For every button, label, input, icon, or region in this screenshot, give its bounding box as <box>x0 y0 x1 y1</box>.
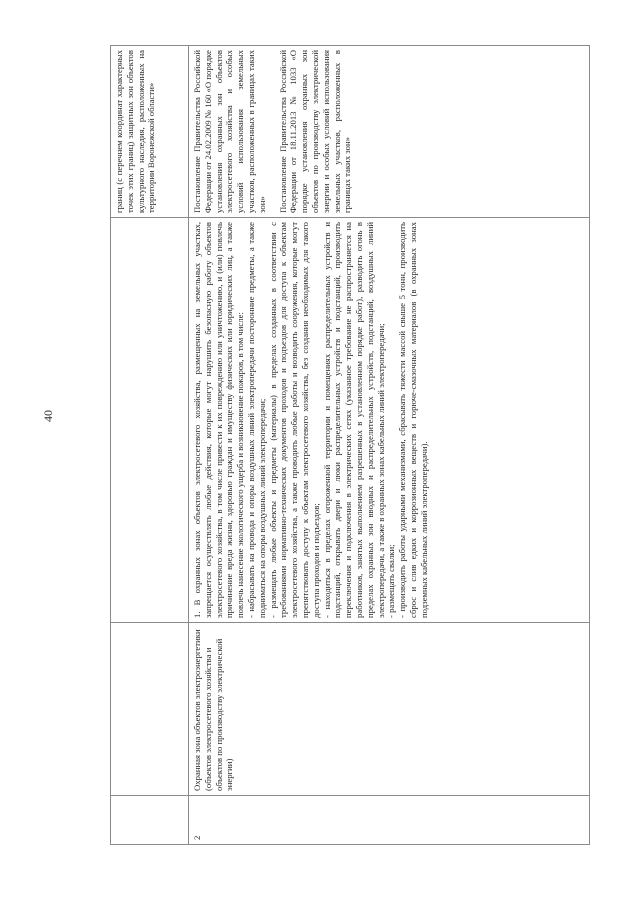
restrictions-cell <box>111 218 189 623</box>
row-number-cell <box>189 796 590 845</box>
zone-name: Охранная зона объектов электроэнергетики (объектов электросетевого хозяйства и объектов по производству электрической энергии) <box>192 629 235 791</box>
documents-text: границ (с перечнем координат характерных точек этих границ) защитных зон объектов культурного наследия, расположенных на территории Воронежской области» <box>114 50 157 213</box>
rotated-table-stage <box>110 45 590 845</box>
documents-cell <box>111 46 189 218</box>
zones-table <box>110 45 590 845</box>
table-row <box>189 46 590 845</box>
regulation-entry: Постановление Правительства Российской Федерации от 24.02.2009 № 160 «О порядке установления охранных зон объектов электросетевого хозяйства и особых условий использования земельных участков, расположенных в границах таких зон» <box>192 50 267 213</box>
restriction-paragraph: - находиться в пределах огороженной территории и помещениях распределительных устройств и подстанций, открывать двери и люки распределительных устройств и подстанций, производить переключения и подключения в электрических сетях (указанное требование не распространяется на работников, занятых выполнением разрешенных в установленном порядке работ), разводить огонь в пределах охранных зон вводных и распределительных устройств, подстанций, воздушных линий электропередачи, а также в охранных зонах кабельных линий электропередачи; <box>321 222 386 618</box>
page-number: 40 <box>41 410 55 422</box>
zone-name-cell <box>189 623 590 796</box>
row-number-cell <box>111 796 189 845</box>
restrictions-cell <box>189 218 590 623</box>
row-number: 2 <box>192 835 202 840</box>
documents-cell <box>189 46 590 218</box>
restriction-paragraph: 1. В охранных зонах объектов электросетевого хозяйства, размещенных на земельных участках, запрещается осуществлять любые действия, которые могут нарушить безопасную работу объектов электросетевого хозяйства, в том числе привести к их повреждению или уничтожению, и (или) повлечь причинение вреда жизни, здоровью граждан и имуществу физических или юридических лиц, а также повлечь нанесение экологического ущерба и возникновение пожаров, в том числе: <box>192 222 246 618</box>
restriction-paragraph: - размещать любые объекты и предметы (материалы) в пределах созданных в соответствии с требованиями нормативно-технических документов проходов и подъездов для доступа к объектам электросетевого хозяйства, а также проводить любые работы и возводить сооружения, которые могут препятствовать доступу к объектам электросетевого хозяйства, без создания необходимых для такого доступа проходов и подъездов; <box>267 222 321 618</box>
restriction-paragraph: - производить работы ударными механизмами, сбрасывать тяжести массой свыше 5 тонн, производить сброс и слив едких и коррозионных веществ и горюче-смазочных материалов (в охранных зонах подземных кабельных линий электропередачи). <box>397 222 429 618</box>
zone-name-cell <box>111 623 189 796</box>
table-row <box>111 46 189 845</box>
restriction-paragraph: - набрасывать на провода и опоры воздушных линий электропередачи посторонние предметы, а также подниматься на опоры воздушных линий электропередачи; <box>245 222 267 618</box>
restriction-paragraph: - размещать свалки; <box>386 544 397 618</box>
regulation-entry: Постановление Правительства Российской Федерации от 18.11.2013 № 1033 «О порядке установления охранных зон объектов по производству электрической энергии и особых условий использования земельных участков, расположенных в границах таких зон» <box>277 50 353 213</box>
